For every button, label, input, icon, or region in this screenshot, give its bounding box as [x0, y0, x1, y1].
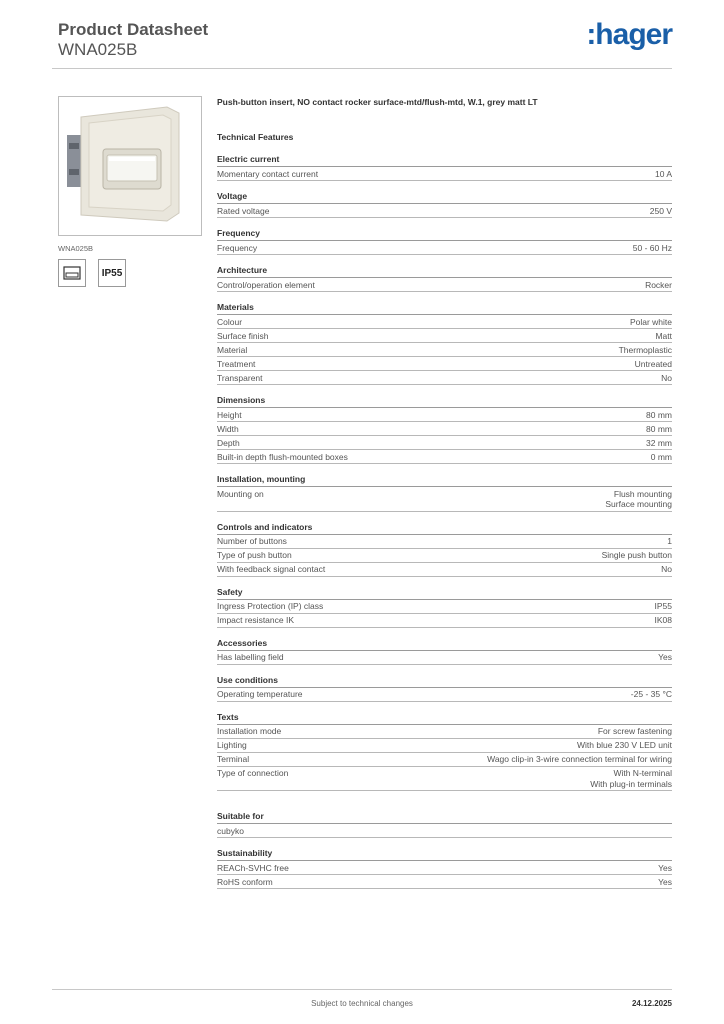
section-title: Materials: [217, 302, 672, 315]
spec-label: Impact resistance IK: [217, 615, 295, 625]
section-title: Safety: [217, 587, 672, 600]
spec-value-line: Yes: [658, 652, 672, 662]
spec-row: [217, 535, 672, 549]
spec-row: [217, 651, 672, 665]
spec-value-line: 80 mm: [646, 409, 672, 420]
spec-label: Frequency: [217, 242, 258, 253]
spec-value-line: 250 V: [649, 205, 672, 216]
spec-row: [217, 739, 672, 753]
spec-label: Transparent: [217, 372, 263, 383]
spec-value: [646, 410, 672, 421]
push-button-insert-image: [59, 97, 201, 235]
spec-label: Terminal: [217, 754, 250, 764]
spec-row: [217, 167, 672, 181]
section-title: Use conditions: [217, 675, 672, 688]
spec-value: [646, 424, 672, 435]
spec-label: cubyko: [217, 825, 244, 836]
spec-value: [487, 754, 672, 765]
spec-row: [217, 753, 672, 767]
spec-label: Type of connection: [217, 768, 289, 778]
spec-value: [590, 768, 672, 789]
spec-value-line: Polar white: [629, 316, 672, 327]
footer-note: Subject to technical changes: [311, 999, 413, 1008]
spec-sections: [217, 154, 672, 889]
spec-row: [217, 371, 672, 385]
spec-value: [646, 438, 672, 449]
section-title: Installation, mounting: [217, 474, 672, 487]
spec-value-line: 32 mm: [646, 437, 672, 448]
spec-value: [619, 345, 672, 356]
spec-value-line: With plug-in terminals: [590, 778, 672, 789]
page-header: [58, 20, 672, 70]
spec-value: [633, 243, 672, 254]
spec-value: [650, 206, 672, 217]
spec-value: [631, 689, 672, 700]
spec-label: Has labelling field: [217, 652, 284, 662]
section-title: Dimensions: [217, 395, 672, 408]
spec-value-line: 1: [667, 536, 672, 546]
spec-section: [217, 675, 672, 702]
spec-value-line: Yes: [658, 876, 672, 887]
spec-row: [217, 725, 672, 739]
spec-section: [217, 811, 672, 838]
spec-label: Material: [217, 344, 248, 355]
spec-label: Surface finish: [217, 330, 269, 341]
spec-value-line: Yes: [658, 862, 672, 873]
spec-value-line: For screw fastening: [597, 726, 672, 736]
spec-value-line: 10 A: [654, 168, 672, 179]
spec-row: [217, 241, 672, 255]
product-image: [58, 96, 202, 236]
spec-value: [635, 359, 672, 370]
spec-value-line: Untreated: [634, 358, 672, 369]
feature-icons: [58, 259, 202, 287]
spec-row: [217, 767, 672, 792]
spec-value: [661, 373, 672, 384]
product-sidebar: [58, 96, 202, 287]
section-title: Electric current: [217, 154, 672, 167]
spec-value: [602, 550, 672, 561]
spec-row: [217, 408, 672, 422]
spec-label: With feedback signal contact: [217, 564, 326, 574]
spec-value-line: Flush mounting: [613, 488, 672, 499]
product-code: WNA025B: [58, 40, 138, 59]
section-title: Controls and indicators: [217, 522, 672, 535]
spec-row: [217, 487, 672, 512]
spec-value: [655, 169, 672, 180]
spec-label: Number of buttons: [217, 536, 287, 546]
spec-value: [651, 452, 672, 463]
spec-value-line: -25 - 35 °C: [630, 689, 672, 699]
spec-value-line: No: [661, 564, 672, 574]
spec-section: [217, 191, 672, 218]
spec-label: Rated voltage: [217, 205, 270, 216]
spec-label: Momentary contact current: [217, 168, 319, 179]
spec-row: [217, 875, 672, 889]
spec-section: [217, 522, 672, 577]
spec-value: [605, 489, 672, 510]
spec-value: [658, 652, 672, 663]
spec-label: Installation mode: [217, 726, 282, 736]
spec-value-line: Thermoplastic: [618, 344, 672, 355]
spec-section: [217, 265, 672, 292]
spec-label: Height: [217, 409, 242, 420]
spec-section: [217, 395, 672, 464]
spec-value-line: No: [661, 372, 672, 383]
spec-label: RoHS conform: [217, 876, 273, 887]
spec-row: [217, 278, 672, 292]
spec-section: [217, 638, 672, 665]
spec-value-line: 80 mm: [646, 423, 672, 434]
spec-value-line: IK08: [654, 615, 672, 625]
spec-value-line: Matt: [655, 330, 672, 341]
technical-features-heading: Technical Features: [217, 132, 294, 142]
spec-value: [661, 564, 672, 575]
section-title: Texts: [217, 712, 672, 725]
spec-value: [655, 615, 673, 626]
spec-row: [217, 563, 672, 577]
section-title: Accessories: [217, 638, 672, 651]
spec-row: [217, 343, 672, 357]
spec-label: Treatment: [217, 358, 256, 369]
spec-row: [217, 600, 672, 614]
spec-value-line: Wago clip-in 3-wire connection terminal for wiring: [487, 754, 672, 764]
spec-value: [630, 317, 672, 328]
spec-label: Built-in depth flush-mounted boxes: [217, 451, 348, 462]
spec-row: [217, 315, 672, 329]
spec-label: Ingress Protection (IP) class: [217, 601, 324, 611]
spec-section: [217, 302, 672, 385]
spec-value: [577, 740, 672, 751]
spec-row: [217, 549, 672, 563]
spec-section: [217, 474, 672, 512]
spec-value: [658, 863, 672, 874]
spec-row: [217, 329, 672, 343]
hager-logo: :hager: [586, 18, 672, 51]
spec-value-line: With blue 230 V LED unit: [577, 740, 672, 750]
spec-row: [217, 436, 672, 450]
ip55-badge: IP55: [98, 259, 126, 287]
spec-value-line: 50 - 60 Hz: [632, 242, 672, 253]
spec-value: [598, 726, 672, 737]
spec-value: [667, 536, 672, 547]
spec-label: REACh-SVHC free: [217, 862, 289, 873]
spec-row: [217, 614, 672, 628]
section-title: Frequency: [217, 228, 672, 241]
spec-label: Depth: [217, 437, 240, 448]
spec-value-line: With N-terminal: [613, 768, 672, 778]
section-title: Architecture: [217, 265, 672, 278]
spec-row: [217, 450, 672, 464]
section-title: Voltage: [217, 191, 672, 204]
header-divider: [52, 68, 672, 69]
spec-row: [217, 357, 672, 371]
labelling-field-icon: [58, 259, 86, 287]
spec-value-line: Surface mounting: [605, 499, 672, 509]
spec-label: Mounting on: [217, 488, 264, 499]
section-title: Sustainability: [217, 848, 672, 861]
spec-value-line: IP55: [654, 601, 672, 611]
footer-divider: [52, 989, 672, 990]
section-title: Suitable for: [217, 811, 672, 824]
spec-section: [217, 587, 672, 628]
spec-row: [217, 688, 672, 702]
spec-section: [217, 154, 672, 181]
spec-value: [655, 331, 672, 342]
spec-row: [217, 422, 672, 436]
spec-row: [217, 824, 672, 838]
product-description: Push-button insert, NO contact rocker surface-mtd/flush-mtd, W.1, grey matt LT: [217, 97, 538, 107]
spec-label: Type of push button: [217, 550, 292, 560]
spec-section: [217, 712, 672, 792]
spec-value: [655, 601, 673, 612]
spec-label: Colour: [217, 316, 243, 327]
specification-column: [217, 96, 672, 889]
spec-value-line: Rocker: [645, 279, 672, 290]
spec-section: [217, 848, 672, 889]
footer-date: 24.12.2025: [631, 999, 672, 1008]
spec-value-line: 0 mm: [650, 451, 672, 462]
spec-label: Control/operation element: [217, 279, 315, 290]
spec-value: [645, 280, 672, 291]
spec-label: Width: [217, 423, 239, 434]
spec-value: [658, 877, 672, 888]
document-title: Product Datasheet: [58, 20, 209, 39]
image-caption: WNA025B: [58, 244, 94, 253]
spec-row: [217, 861, 672, 875]
spec-label: Lighting: [217, 740, 247, 750]
spec-row: [217, 204, 672, 218]
spec-label: Operating temperature: [217, 689, 303, 699]
spec-value-line: Single push button: [601, 550, 672, 560]
spec-section: [217, 228, 672, 255]
